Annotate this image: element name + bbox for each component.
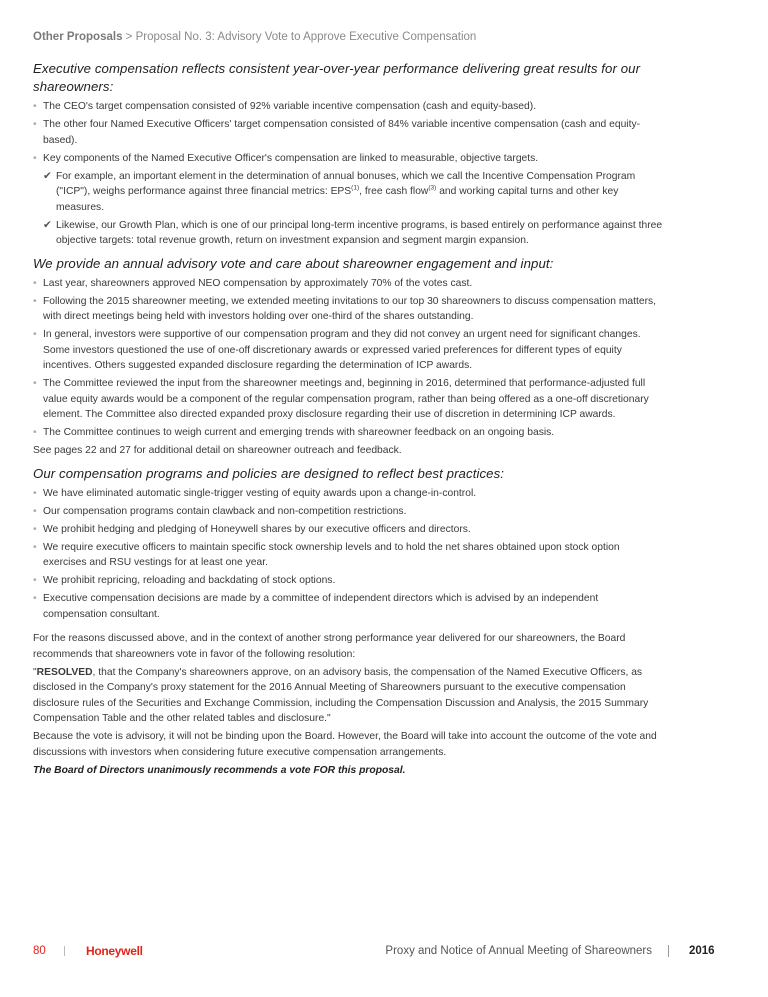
board-recommendation: The Board of Directors unanimously recommends a vote FOR this proposal.: [33, 764, 406, 776]
section-engagement: [33, 255, 663, 459]
quote-mark: ": [33, 666, 37, 678]
page-footer: [0, 945, 768, 965]
check-text: , free cash flow: [359, 186, 429, 197]
list-item: • In general, investors were supportive of our compensation program and they did not convey an urgent need for significant changes. Some investors questioned the use of one-off discretionary awards or expressed varied preferences for different types of equity incentives. Others suggested expanded disclosure regarding the determination of ICP awards.: [33, 327, 663, 374]
footnote-ref[interactable]: (3): [428, 184, 437, 192]
checkmark-icon: ✔: [43, 170, 52, 182]
breadcrumb-page: Proposal No. 3: Advisory Vote to Approve Executive Compensation: [135, 31, 477, 43]
list-item: • The Committee reviewed the input from the shareowner meetings and, beginning in 2016, determined that performance-adjusted full value equity awards would be a component of the regular compensation program, rather than being offered as a one-off discretionary element. The Committee also directed expanded proxy disclosure regarding their use of discretion in determining ICP awards.: [33, 376, 663, 423]
section-heading: Executive compensation reflects consistent year-over-year performance delivering great results for our shareowners:: [33, 61, 641, 94]
check-item: [33, 218, 663, 249]
section-performance: [33, 60, 663, 249]
footnote-ref[interactable]: (1): [351, 184, 360, 192]
conclusion-intro: For the reasons discussed above, and in the context of another strong performance year delivered for our shareowners, the Board recommends that shareowners vote in favor of the following resolution:: [33, 633, 626, 660]
list-item: • Executive compensation decisions are made by a committee of independent directors which is advised by an independent compensation consultant.: [33, 591, 663, 622]
conclusion: [33, 631, 663, 778]
document-year: 2016: [689, 945, 715, 957]
list-item: • The CEO's target compensation consisted of 92% variable incentive compensation (cash and equity-based).: [33, 99, 663, 115]
page-number: 80: [33, 945, 46, 957]
breadcrumb-section[interactable]: Other Proposals: [33, 31, 123, 43]
check-text: and working capital turns and other key measures.: [56, 186, 619, 213]
resolved-label: RESOLVED: [36, 666, 93, 678]
list-item: • We prohibit hedging and pledging of Honeywell shares by our executive officers and directors.: [33, 522, 663, 538]
resolution: [33, 665, 663, 727]
honeywell-logo: Honeywell: [86, 944, 143, 958]
page-content: [33, 60, 663, 781]
list-item: • We require executive officers to maintain specific stock ownership levels and to hold the net shares obtained upon stock option exercises and RSU vestings for at least one year.: [33, 540, 663, 571]
section-best-practices: [33, 465, 663, 623]
check-text: Likewise, our Growth Plan, which is one of our principal long-term incentive programs, is based entirely on performance against three objective targets: total revenue growth, return on investment expansion and segment margin expansion.: [56, 219, 663, 246]
checkmark-icon: ✔: [43, 219, 52, 231]
list-item: • Key components of the Named Executive Officer's compensation are linked to measurable, objective targets.: [33, 151, 663, 167]
footer-divider: [64, 946, 65, 956]
section-heading: Our compensation programs and policies are designed to reflect best practices:: [33, 465, 505, 481]
check-text: For example, an important element in the determination of annual bonuses, which we call the Incentive Compensation Program ("ICP"), weighs performance against three financial metrics: EPS: [56, 170, 636, 197]
breadcrumb: [33, 31, 476, 43]
list-item: • We have eliminated automatic single-trigger vesting of equity awards upon a change-in-control.: [33, 486, 663, 502]
check-item: [33, 169, 663, 216]
list-item: • The Committee continues to weigh current and emerging trends with shareowner feedback on an ongoing basis.: [33, 425, 663, 441]
list-item: • The other four Named Executive Officers' target compensation consisted of 84% variable incentive compensation (cash and equity-based).: [33, 117, 663, 148]
list-item: • We prohibit repricing, reloading and backdating of stock options.: [33, 573, 663, 589]
breadcrumb-separator: >: [122, 31, 136, 43]
footer-divider: [668, 945, 669, 957]
document-title: Proxy and Notice of Annual Meeting of Shareowners: [385, 945, 652, 957]
section-heading: We provide an annual advisory vote and care about shareowner engagement and input:: [33, 255, 554, 271]
list-item: • Following the 2015 shareowner meeting, we extended meeting invitations to our top 30 shareowners to discuss compensation matters, with direct meetings being held with investors holding over one-third of the shares outstanding.: [33, 294, 663, 325]
list-item: • Last year, shareowners approved NEO compensation by approximately 70% of the votes cast.: [33, 276, 663, 292]
advisory-note: Because the vote is advisory, it will not be binding upon the Board. However, the Board will take into account the outcome of the vote and discussions with investors when considering future executive compensation arrangements.: [33, 731, 657, 758]
resolution-text: , that the Company's shareowners approve, on an advisory basis, the compensation of the Named Executive Officers, as disclosed in the Company's proxy statement for the 2016 Annual Meeting of Shareowners pursuant to the executive compensation disclosure rules of the Securities and Exchange Commission, including the Compensation Discussion and Analysis, the 2015 Summary Compensation Table and the other related tables and disclosure.": [33, 666, 649, 724]
outreach-note: See pages 22 and 27 for additional detail on shareowner outreach and feedback.: [33, 445, 402, 456]
list-item: • Our compensation programs contain clawback and non-competition restrictions.: [33, 504, 663, 520]
